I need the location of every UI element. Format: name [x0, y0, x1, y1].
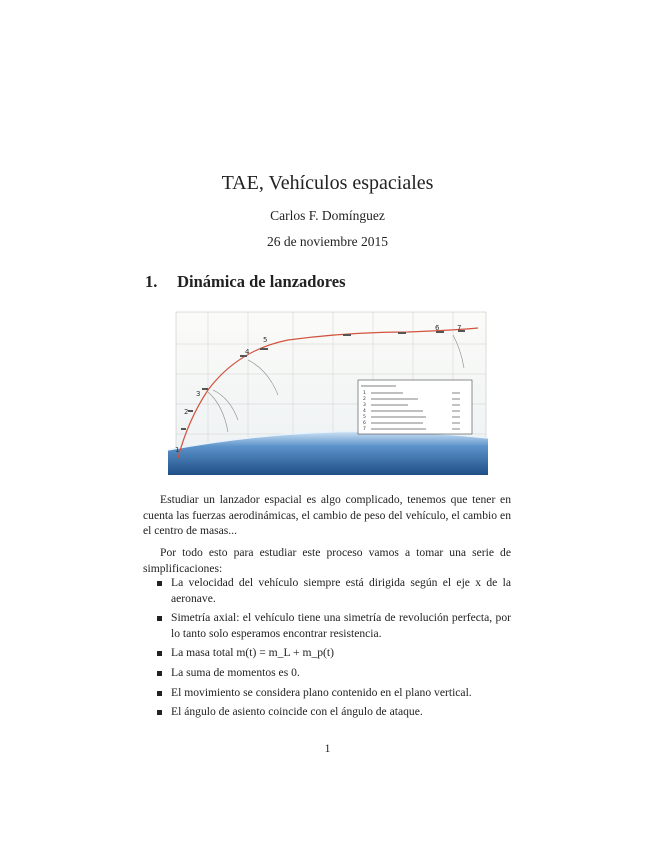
svg-text:3: 3	[363, 403, 366, 408]
svg-text:1: 1	[363, 391, 366, 396]
figure-legend-box	[358, 380, 472, 434]
document-title: TAE, Vehículos espaciales	[221, 172, 434, 194]
page-number: 1	[324, 742, 331, 755]
paragraph-simplifications: Por todo esto para estudiar este proceso vamos a tomar una serie de simplificaciones:	[143, 546, 511, 575]
section-heading	[145, 272, 346, 292]
bullet-icon	[157, 710, 162, 715]
bullet-icon	[157, 581, 162, 586]
svg-text:4: 4	[245, 348, 250, 356]
list-item: La suma de momentos es 0.	[143, 665, 511, 681]
svg-text:6: 6	[363, 421, 366, 426]
list-item: La velocidad del vehículo siempre está dirigida según el eje x de la aeronave.	[143, 575, 511, 606]
bullet-icon	[157, 616, 162, 621]
figure-legend-numbers	[363, 390, 366, 432]
svg-text:4: 4	[363, 409, 366, 414]
list-item: El movimiento se considera plano contenido en el plano vertical.	[143, 685, 511, 701]
document-author: Carlos F. Domínguez	[270, 208, 385, 223]
list-item: La masa total m(t) = m_L + m_p(t)	[143, 645, 511, 661]
list-item: El ángulo de asiento coincide con el ángulo de ataque.	[143, 704, 511, 720]
svg-text:6: 6	[435, 324, 440, 332]
list-item: Simetría axial: el vehículo tiene una simetría de revolución perfecta, por lo tanto solo esperamos encontrar resistencia.	[143, 610, 511, 641]
svg-text:7: 7	[457, 324, 462, 332]
svg-text:7: 7	[363, 427, 366, 432]
bullet-icon	[157, 691, 162, 696]
bullet-icon	[157, 671, 162, 676]
launch-trajectory-figure	[168, 310, 488, 475]
bullet-icon	[157, 651, 162, 656]
document-date: 26 de noviembre 2015	[266, 234, 389, 249]
svg-text:2: 2	[363, 397, 366, 402]
svg-text:5: 5	[263, 336, 268, 344]
simplifications-list	[143, 575, 511, 724]
trajectory-illustration	[168, 310, 488, 475]
section-title: Dinámica de lanzadores	[177, 272, 346, 291]
section-number: 1.	[145, 272, 158, 291]
paragraph-intro: Estudiar un lanzador espacial es algo complicado, tenemos que tener en cuenta las fuerzas aerodinámicas, el cambio de peso del vehículo, el cambio en el centro de masas...	[143, 493, 511, 538]
svg-text:2: 2	[184, 408, 189, 416]
svg-text:1: 1	[175, 446, 180, 454]
svg-text:3: 3	[196, 390, 201, 398]
svg-text:5: 5	[363, 415, 366, 420]
